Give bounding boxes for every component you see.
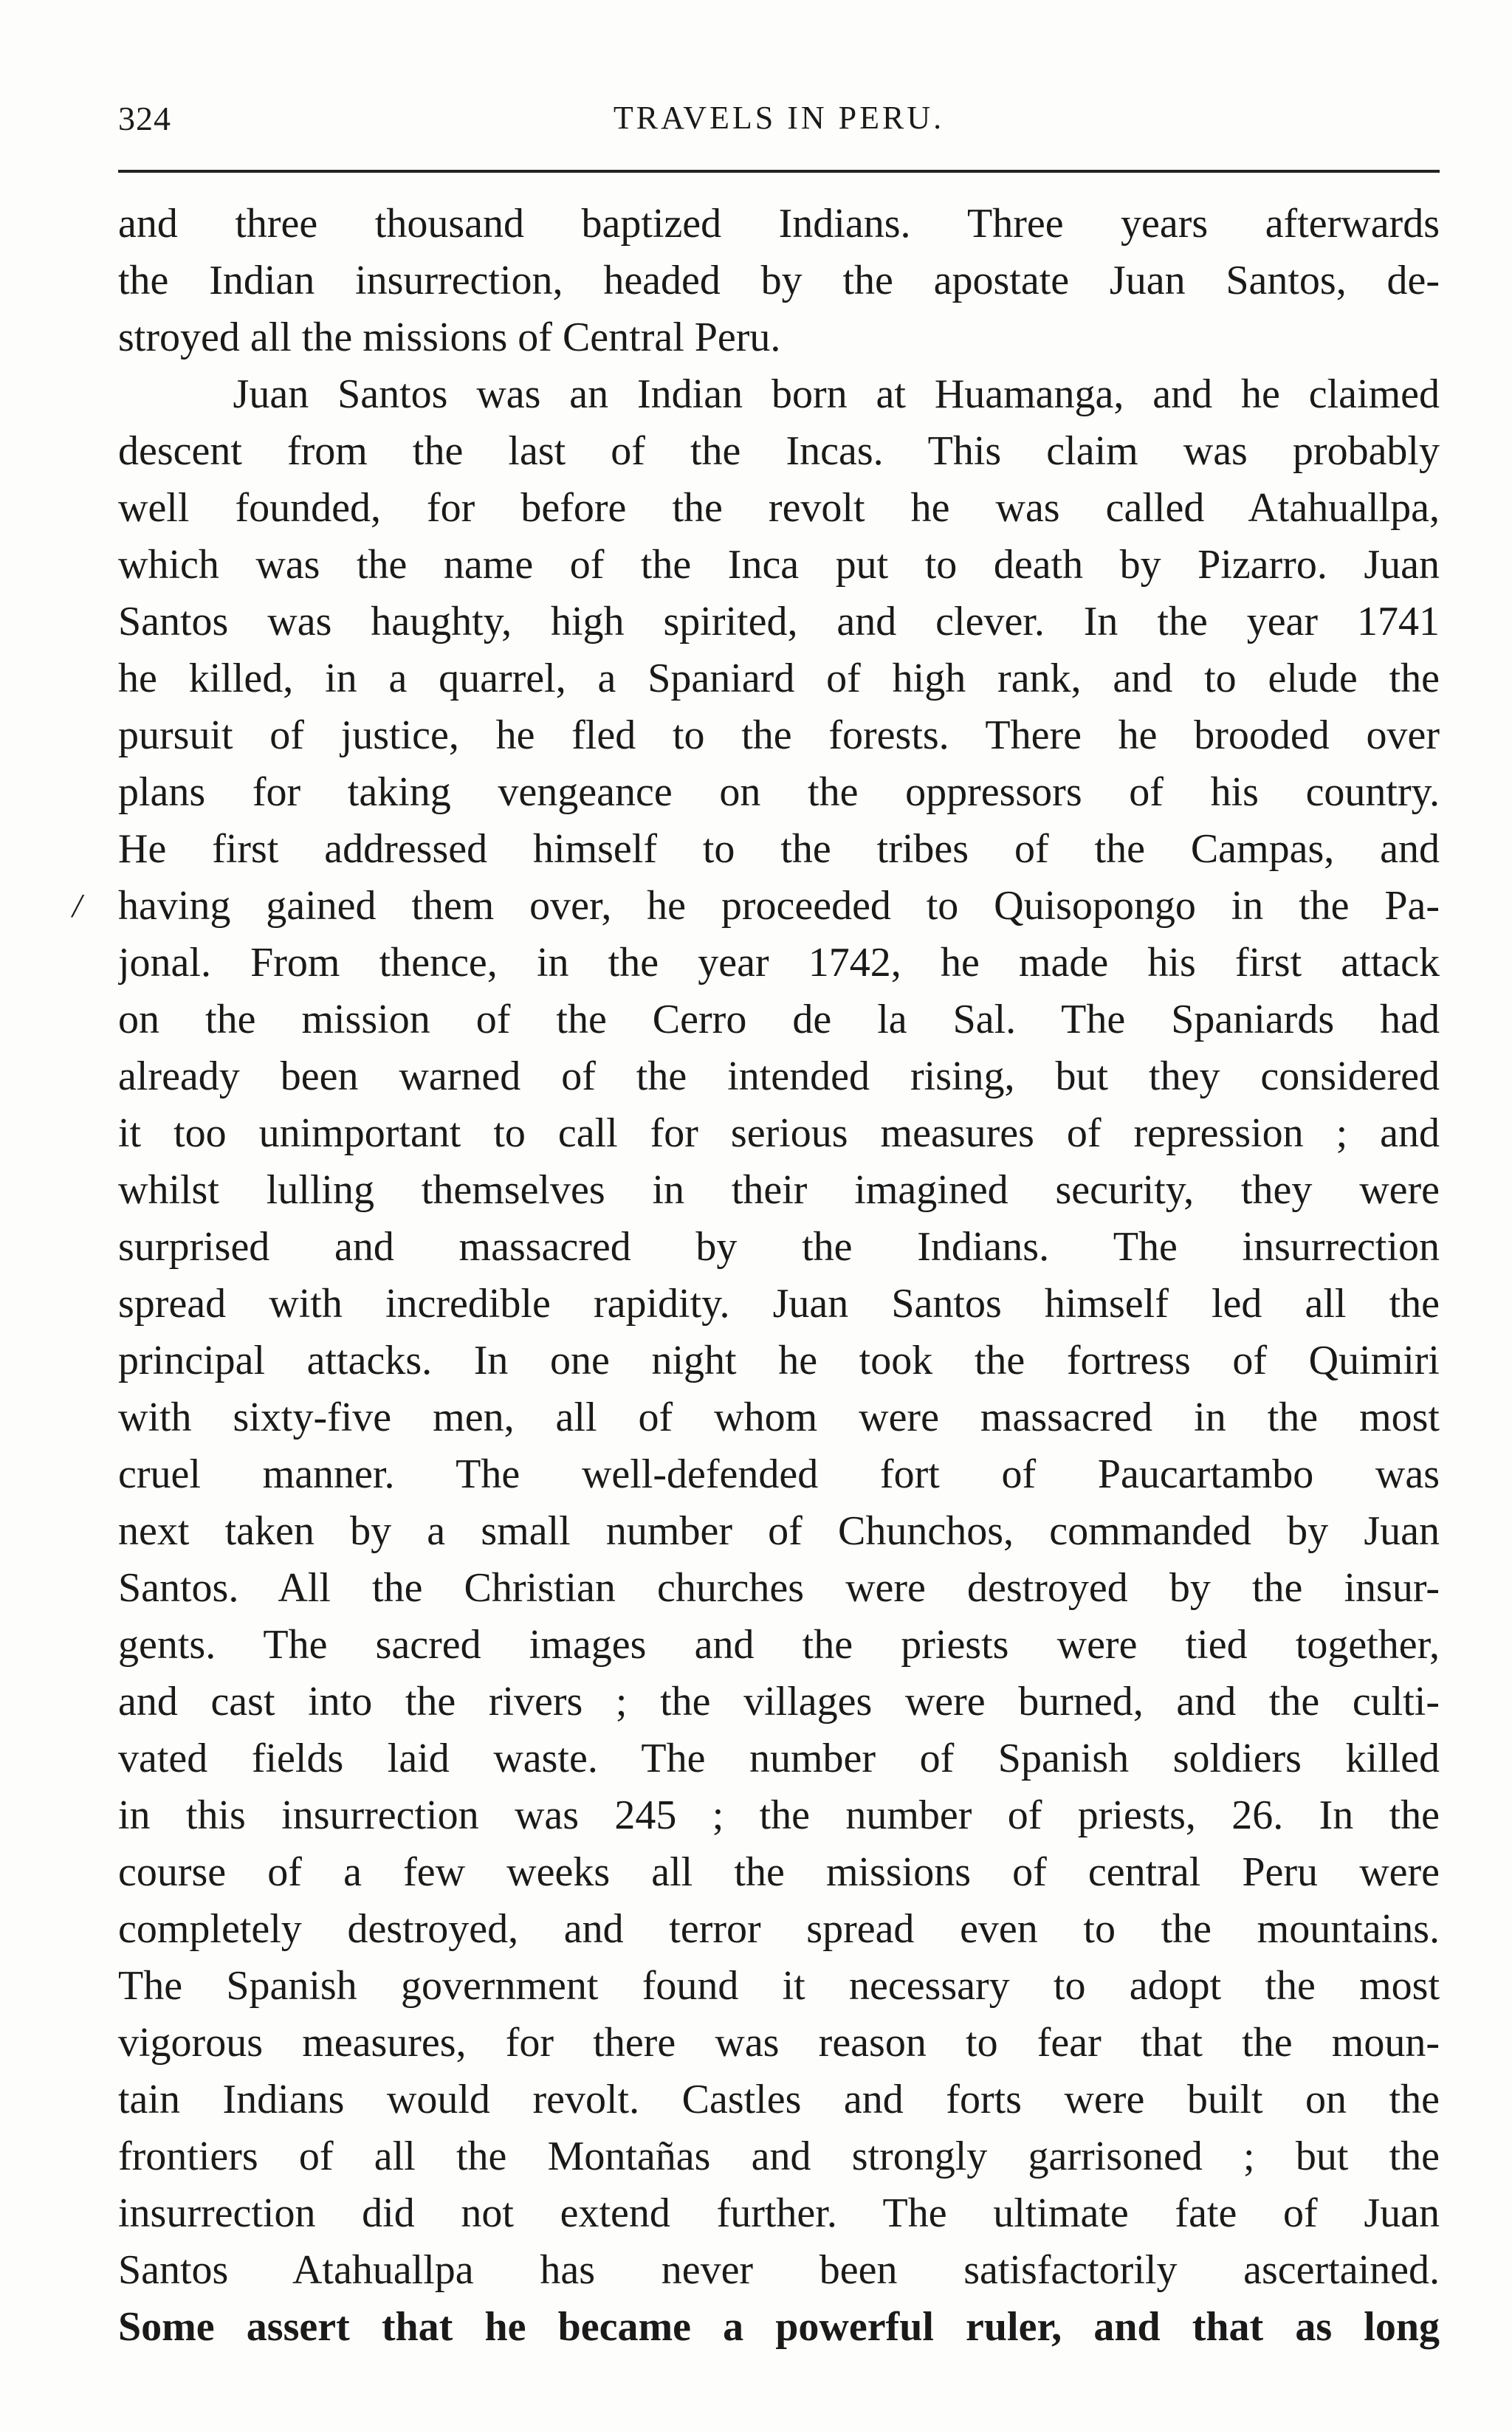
text-line: Juan Santos was an Indian born at Huamanga, and he claimed [118, 371, 1440, 417]
text-line: He first addressed himself to the tribes of the Campas, and [118, 826, 1440, 872]
text-line: vated fields laid waste. The number of Spanish soldiers killed [118, 1736, 1440, 1781]
header-rule [118, 170, 1440, 173]
text-line: and cast into the rivers ; the villages were burned, and the culti- [118, 1679, 1440, 1725]
running-head [118, 99, 1440, 143]
text-line: Santos. All the Christian churches were destroyed by the insur- [118, 1565, 1440, 1611]
text-line: having gained them over, he proceeded to Quisopongo in the Pa- [118, 883, 1440, 929]
text-line: and three thousand baptized Indians. Three years afterwards [118, 201, 1440, 247]
page-number: 324 [118, 100, 171, 137]
text-line: jonal. From thence, in the year 1742, he made his first attack [118, 940, 1440, 986]
text-line: cruel manner. The well-defended fort of Paucartambo was [118, 1451, 1440, 1497]
running-title: TRAVELS IN PERU. [613, 100, 945, 136]
text-line: completely destroyed, and terror spread even to the mountains. [118, 1906, 1440, 1952]
text-line: the Indian insurrection, headed by the apostate Juan Santos, de- [118, 258, 1440, 303]
text-line: frontiers of all the Montañas and strongly garrisoned ; but the [118, 2133, 1440, 2179]
text-line: in this insurrection was 245 ; the number of priests, 26. In the [118, 1792, 1440, 1838]
text-line: insurrection did not extend further. The ultimate fate of Juan [118, 2190, 1440, 2236]
text-line: next taken by a small number of Chunchos, commanded by Juan [118, 1508, 1440, 1554]
text-line: course of a few weeks all the missions of central Peru were [118, 1849, 1440, 1895]
text-line: spread with incredible rapidity. Juan Santos himself led all the [118, 1281, 1440, 1327]
text-line: Santos was haughty, high spirited, and clever. In the year 1741 [118, 599, 1440, 644]
text-line: stroyed all the missions of Central Peru. [118, 314, 781, 360]
text-line: whilst lulling themselves in their imagined security, they were [118, 1167, 1440, 1213]
text-line: already been warned of the intended rising, but they considered [118, 1053, 1440, 1099]
margin-mark: / [72, 887, 82, 924]
text-line: which was the name of the Inca put to death by Pizarro. Juan [118, 542, 1440, 588]
text-line: surprised and massacred by the Indians. The insurrection [118, 1224, 1440, 1270]
text-line: vigorous measures, for there was reason to fear that the moun- [118, 2020, 1440, 2066]
text-line: The Spanish government found it necessary to adopt the most [118, 1963, 1440, 2009]
text-line: he killed, in a quarrel, a Spaniard of high rank, and to elude the [118, 656, 1440, 701]
text-line: with sixty-five men, all of whom were massacred in the most [118, 1395, 1440, 1440]
text-line: on the mission of the Cerro de la Sal. The Spaniards had [118, 997, 1440, 1042]
text-line: well founded, for before the revolt he was called Atahuallpa, [118, 485, 1440, 531]
text-line: gents. The sacred images and the priests were tied together, [118, 1622, 1440, 1668]
text-line: Some assert that he became a powerful ruler, and that as long [118, 2304, 1440, 2350]
body-text [118, 196, 1440, 2356]
text-line: tain Indians would revolt. Castles and forts were built on the [118, 2077, 1440, 2122]
text-line: Santos Atahuallpa has never been satisfactorily ascertained. [118, 2247, 1440, 2293]
text-line: pursuit of justice, he fled to the forests. There he brooded over [118, 712, 1440, 758]
text-line: it too unimportant to call for serious measures of repression ; and [118, 1110, 1440, 1156]
text-line: principal attacks. In one night he took the fortress of Quimiri [118, 1338, 1440, 1383]
text-line: descent from the last of the Incas. This claim was probably [118, 428, 1440, 474]
text-line: plans for taking vengeance on the oppressors of his country. [118, 769, 1440, 815]
